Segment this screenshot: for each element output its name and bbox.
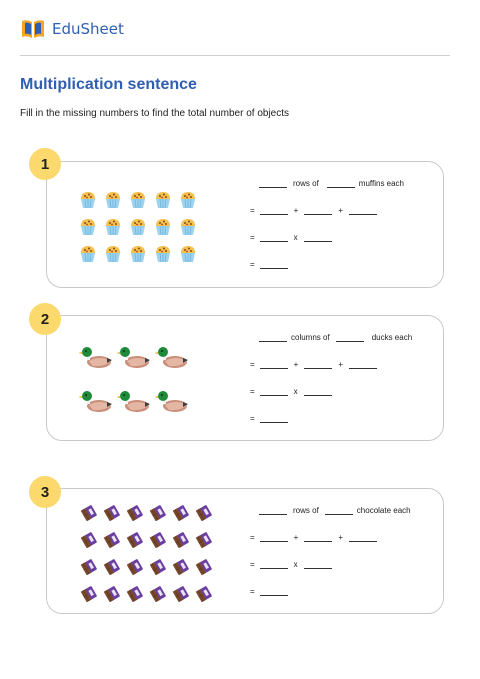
answer-blank[interactable] <box>304 360 332 369</box>
problem-number-badge: 1 <box>29 148 61 180</box>
chocolate-bar-icon <box>100 580 123 607</box>
chocolate-bar-icon <box>169 580 192 607</box>
plus-sign: + <box>338 206 344 215</box>
answer-blank[interactable] <box>260 233 288 242</box>
muffin-icon <box>175 213 200 240</box>
plus-sign: + <box>293 206 299 215</box>
answer-blank[interactable] <box>260 260 288 269</box>
chocolate-each-label: chocolate each <box>356 506 411 515</box>
chocolate-bar-icon <box>192 499 215 526</box>
muffin-icon <box>150 213 175 240</box>
answer-blank[interactable] <box>260 387 288 396</box>
chocolate-bar-icon <box>77 526 100 553</box>
header <box>20 15 124 43</box>
answer-blank[interactable] <box>336 333 364 342</box>
chocolate-bar-icon <box>169 499 192 526</box>
muffins-each-label: muffins each <box>358 179 405 188</box>
chocolate-bar-icon <box>169 526 192 553</box>
muffin-icon <box>75 186 100 213</box>
answer-blank[interactable] <box>325 506 353 515</box>
chocolate-bar-icon <box>192 526 215 553</box>
chocolate-bar-icon <box>123 499 146 526</box>
answer-blank[interactable] <box>304 560 332 569</box>
muffin-grid <box>75 186 200 267</box>
chocolate-bar-icon <box>100 553 123 580</box>
plus-sign: + <box>293 533 299 542</box>
duck-icon <box>153 382 191 422</box>
ducks-each-label: ducks each <box>371 333 413 342</box>
answer-blank[interactable] <box>304 233 332 242</box>
equals-sign: = <box>250 206 255 215</box>
answer-blank[interactable] <box>260 414 288 423</box>
duck-grid <box>77 338 191 422</box>
muffin-icon <box>100 240 125 267</box>
problem-card-1 <box>46 161 444 288</box>
chocolate-bar-icon <box>192 580 215 607</box>
answer-blank[interactable] <box>260 206 288 215</box>
muffin-icon <box>125 213 150 240</box>
chocolate-grid <box>77 499 215 607</box>
muffin-icon <box>150 186 175 213</box>
open-book-icon <box>20 17 46 41</box>
equals-sign: = <box>250 587 255 596</box>
equals-sign: = <box>250 233 255 242</box>
chocolate-bar-icon <box>100 526 123 553</box>
equals-sign: = <box>250 560 255 569</box>
columns-of-label: columns of <box>291 333 330 342</box>
problem-card-2 <box>46 315 444 441</box>
equals-sign: = <box>250 260 255 269</box>
chocolate-bar-icon <box>146 526 169 553</box>
answer-blank[interactable] <box>349 533 377 542</box>
rows-of-label: rows of <box>293 179 319 188</box>
page-title: Multiplication sentence <box>20 76 197 93</box>
instructions: Fill in the missing numbers to find the total number of objects <box>20 108 290 119</box>
plus-sign: + <box>338 360 344 369</box>
answer-blank[interactable] <box>304 533 332 542</box>
problem-number-badge: 2 <box>29 303 61 335</box>
muffin-icon <box>75 240 100 267</box>
muffin-icon <box>100 186 125 213</box>
answer-blank[interactable] <box>349 360 377 369</box>
problem-number-badge: 3 <box>29 476 61 508</box>
times-sign: x <box>293 233 298 242</box>
chocolate-bar-icon <box>169 553 192 580</box>
header-divider <box>20 55 450 56</box>
equals-sign: = <box>250 414 255 423</box>
answer-blank[interactable] <box>260 360 288 369</box>
chocolate-bar-icon <box>192 553 215 580</box>
plus-sign: + <box>338 533 344 542</box>
answer-blank[interactable] <box>259 506 287 515</box>
chocolate-bar-icon <box>146 553 169 580</box>
chocolate-bar-icon <box>77 580 100 607</box>
chocolate-bar-icon <box>123 553 146 580</box>
answer-blank[interactable] <box>349 206 377 215</box>
muffin-icon <box>175 240 200 267</box>
duck-icon <box>77 382 115 422</box>
times-sign: x <box>293 560 298 569</box>
answer-blank[interactable] <box>260 533 288 542</box>
answer-blank[interactable] <box>259 179 287 188</box>
equals-sign: = <box>250 360 255 369</box>
chocolate-bar-icon <box>123 526 146 553</box>
chocolate-bar-icon <box>77 553 100 580</box>
muffin-icon <box>125 240 150 267</box>
duck-icon <box>77 338 115 378</box>
muffin-icon <box>75 213 100 240</box>
chocolate-bar-icon <box>77 499 100 526</box>
duck-icon <box>115 338 153 378</box>
rows-of-label: rows of <box>293 506 319 515</box>
chocolate-bar-icon <box>100 499 123 526</box>
muffin-icon <box>150 240 175 267</box>
duck-icon <box>115 382 153 422</box>
muffin-icon <box>125 186 150 213</box>
answer-blank[interactable] <box>304 206 332 215</box>
answer-blank[interactable] <box>260 560 288 569</box>
answer-blank[interactable] <box>304 387 332 396</box>
duck-icon <box>153 338 191 378</box>
muffin-icon <box>175 186 200 213</box>
times-sign: x <box>293 387 298 396</box>
chocolate-bar-icon <box>146 499 169 526</box>
answer-blank[interactable] <box>260 587 288 596</box>
plus-sign: + <box>293 360 299 369</box>
answer-blank[interactable] <box>259 333 287 342</box>
problem-card-3 <box>46 488 444 614</box>
muffin-icon <box>100 213 125 240</box>
brand-name: EduSheet <box>52 20 124 38</box>
chocolate-bar-icon <box>146 580 169 607</box>
equals-sign: = <box>250 387 255 396</box>
answer-blank[interactable] <box>327 179 355 188</box>
equals-sign: = <box>250 533 255 542</box>
chocolate-bar-icon <box>123 580 146 607</box>
